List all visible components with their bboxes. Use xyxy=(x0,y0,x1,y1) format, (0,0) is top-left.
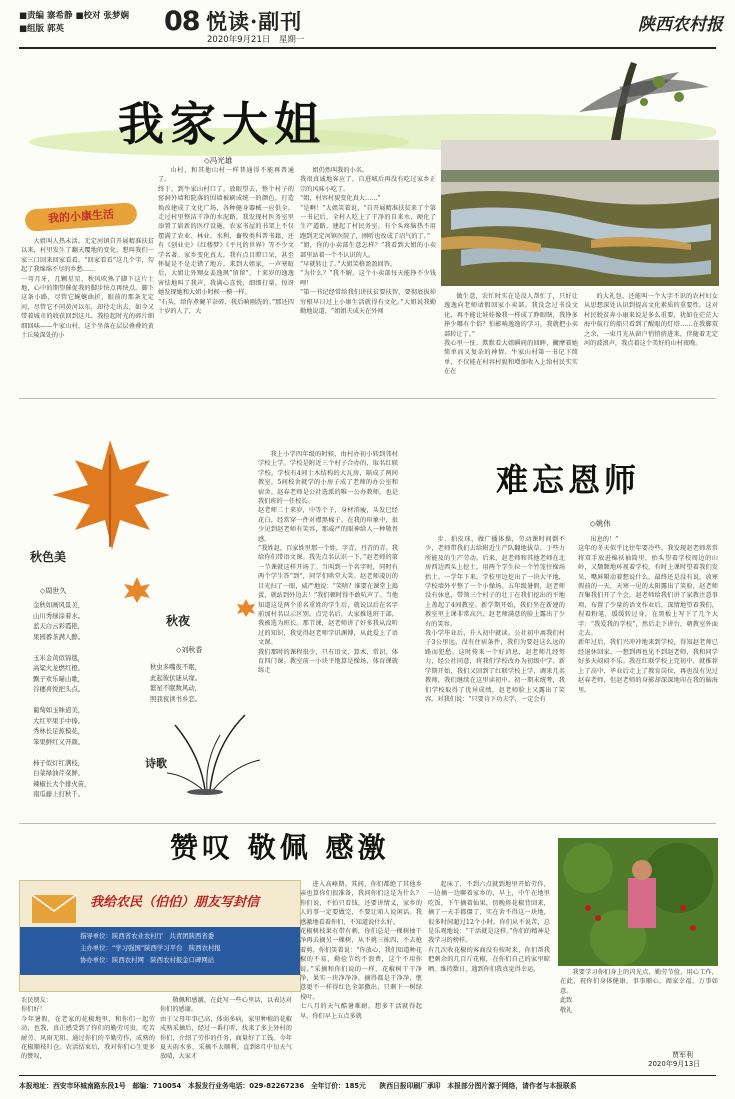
article-author: ◇冯光雄 xyxy=(204,156,233,165)
small-leaf-icon-2 xyxy=(236,598,256,618)
letter-col5: 我要学习你们身上的闪光点，勤劳节俭，用心工作，在此，祝你们身体健康，事事顺心，阖家幸福，万事如意。 此致 敬礼 xyxy=(560,969,718,1014)
tag-badge xyxy=(24,202,137,232)
poem-author-night: ◇刘秋香 xyxy=(176,646,203,654)
orchid-ink-illustration xyxy=(165,705,265,795)
article-title-unforgettable-teacher: 难忘恩师 xyxy=(496,461,641,499)
letters-section-title: 赞叹 敬佩 感激 xyxy=(170,831,390,864)
article1-col4: 做生意，农忙时实在是没人帮忙了，只好让逸逸向老师请假回家小卖部。我没念过书没文化，再不能让娃娃像我一样成了睁眼瞎，我挣多挣少哪有个俗？怕影响逸逸的学习，我就把小卖部转让了。” 我心里一怔，默默看大姐瞬间的回眸，撇摩着她简单而又复杂的神情。牛家山村第一书记卞简单，不仅能在村容村貌和增加收入上给村民实实在在 xyxy=(444,293,578,376)
tag-badge-label: 我的小康生活 xyxy=(47,207,115,226)
section-title: 悦读·副刊 xyxy=(206,9,303,34)
article1-col3: 姐仍然叫我的小名。 我很真诚地客应了，自进城后再没有吃过家乡正宗的风味小吃了。 “姐，村容村貌变化真大……” “是啊！”大姐笑着说，“自开展精准扶贫来了个第一书记后，全村人吃上了干净的自来水，硬化了生产道路，建起了村民务室，有个头疼脑热不用跑到无定河镇医院了，刚听也改成了沼气的了。” “姐，你的小卖部生意怎样？”我看到大姐的小卖部里站着一个不认识的人。 “早就转让了。”大姐笑格盈盈回答。 “为什么？”我不解，这个小卖部每天能挣不少钱哩！ “第一书记经常给我们讲扶贫要扶智，要彻底拔掉穷根早日过上小康生活就得有文化。”大姐说我勤勤地说道，“姐姐夫成天在外闯 xyxy=(300,167,436,316)
letter-signature: 贾军利 xyxy=(672,1051,693,1059)
poem-author-autumn: ◇周世久 xyxy=(40,587,67,595)
section-divider-2 xyxy=(19,823,716,824)
farmer-photo xyxy=(558,838,718,966)
envelope-icon xyxy=(30,887,80,925)
poem-text-night: 秋虫多嘴夜不眠， 此起彼伏谜从缘。 繁星不眠数风动， 照我夜读书乡恋。 xyxy=(150,663,202,703)
letter-col4: 起床了，不到六点就到地里开始劳作，一边摘一边聊着家乡的，早上，中午在地里吃饭，下午摘着仙果，傍晚将花椒背回来，摘了一天手都僵了，实在舍不得这一块地，很多时间超过12个小时。你们从不说苦，总是乐观地说：“干活就是这样。”你们的精神是我学习的榜样。 有几次收花椒的客商没有按时来，你们帮我把剩余的几百斤花椒，在你们自己的家里晾晒，维持数日，遇到你们我真觉得幸运。 xyxy=(428,881,550,973)
article-title-big-sister: 我家大姐 xyxy=(118,97,326,151)
letter-campaign-banner xyxy=(19,880,301,992)
banner-title: 我给农民（伯伯）朋友写封信 xyxy=(90,895,260,910)
poem-title-autumn-beauty: 秋色美 xyxy=(30,550,67,564)
article1-col2: 山村，和其他山村一样普通得不能再普通了。 终于，到牛家山村口了。放眼望去，整个村子的窑洞外墙和院落的围墙被刷成统一的颜色，打造焕改建成了文化广场，各种健身器械一应俱全。走过村里整洁干净的水泥路，我发现村医务室里添置了崭新的医疗设施，农家书屋的书架上不仅摆满了农业、林业、水利、畜牧类科普书籍，还有《创业史》《红楼梦》《平凡的世界》等不少文学名著。家乡变化真大，我有点目瞪口呆，甚至怀疑是不是走错了地方。来到大姐家，一声寒暄后，大姐让外甥女姜逸飒“留留”，十来岁的逸逸害怯地叫了我声，我满心喜悦，细细打量，惊讶她发现她和大姐小时候一模一样。 “石头，给你煮碗羊杂碎，我后晌刚洗的。”那还四十岁的人了，大 xyxy=(158,167,294,316)
article1-col5: 的大礼包，还能叫一个大字不识的农村妇女从思想深处认识到提高文化素质的重要性。这对村民脱贫奔小康来说是多么重要，犹如在茫茫大海中航行的船只看到了醒眼的灯塔……在我脚双之余，一束月光从窗户悄悄挤进来，伴随着无定河的波浪声，我点着这个美好的山村夜晚。 xyxy=(584,293,718,348)
wetland-landscape-photo xyxy=(441,140,719,286)
maple-leaf-illustration xyxy=(40,435,180,555)
poem-title-autumn-night: 秋夜 xyxy=(166,614,191,628)
footer-rule xyxy=(19,1075,716,1076)
poem-text-autumn: 金秋如画风景美， 山川秀绿涂着水。 蓝天白云彩霞艳， 果园番茶满人醉。 玉米金黄似锦毯， 高粱火龙燃红橙。 飘子欢乐喵山歌， 谷穗喜悦把头点。 葡萄如玉味道美， 大红苹果手中捧。 秀林长足蕉模花， 笨果鲜红又开颜。 柿子似灯红满枝， 白菜绿油芹菜鲜。 辣椒长大个排火苗， 南瓜藤上打秋千。 xyxy=(33,601,91,798)
letter-date: 2020年9月13日 xyxy=(648,1060,701,1068)
article2-col3: 出息的！” 这年的冬天似乎比往年要冷些。我发现赵老师常常将双手放进棉袄袖筒里，抬头望着学校周边的山岭，又颓颓地环视着学校，有时上课时望着我们发呆，嘴唇嗫动着想说什么，最终还是没有说。放寒假前的一天，天寒一见的太阳露出了笑脸，赵老师召集我们开了个会，赵老师给我们讲了家教注意事项，布置了少量的语文作业后，深情地望着我们，捏着粉笔，缓缓转过身，在黑板上写下了几个大字：“我爱我的学校”，然后走下讲台，朝教室外面走去。 新年过后，我们兴冲冲地来到学校，得知赵老师已经退休回家。一想到再也见不到赵老师，我和同学好多天闷闷不乐。我在红联学校上完初中，就推荐上了高中，毕业后走上了教育岗位，再也没有见过赵春老师，但赵老师的身影却深深地印在我的脑海里。 xyxy=(578,536,718,694)
article2-author: ◇姚伟 xyxy=(590,519,611,528)
article2-col1: 我上小学四年级的时候，由村办初小转到邻村学校上学。学校是附近三个村子合办的，取名红联学校。学校有4间土木结构的大瓦房，隔成了两间教室，5间校舍就学的小房子成了老师的办公室和宿舍。赵春老师是公社选派的唯一公办教师，也是我们班的一任校长。 赵老师二十来岁，中等个子，身材消瘦，头发已经花白，经常穿一件对襟黑棉子。在我的印象中，很少见到赵老师有笑容，那威严的眼神给人一种敬畏感。 “我姓赵，百家姓里那一个姓，字青，丹青的青。我给你们带语文课。我先点名认识一下，”赵老师的第一节课就这样开场了。当叫到一个名字时，同时有两个学生答“到”，同学们哄堂大笑。赵老师凌厉的目光扫了一眼，威严地说：“笑啥？谁要在课堂上捣蛋，就站到外边去！”我们顿时得不敢吭声了。当他知道这是两个重名重姓的学生后，就说以后在名字前加村名以示区别。点完名后，大家推选班干部，我被选为班长。那节课，赵老师讲了好多我从没听过的知识，我觉得赵老师学识渊博，从此爱上了语文课。 我们那时的课程很少，只有语文、算术、常识、体育四门课。教室前一小块平地算是操场，体育课就练走 xyxy=(258,451,398,675)
article1-col1: 大姐叫人热未活，无定河镇自开展精准扶贫以来，村里发生了翻天覆地的变化，想叫我们一家三口回来回家看看。“回家看看”这几个字，勾起了我绵绵不尽的乡愁…… 一弯月牙，几颗星星，秋风吹熟了脚下这片土地，心中的期望催促我的脚步快点再快点。脚下这条小路，尽管它蜿蜒曲折，眼前的那条无定河，尽管它不同黄河以东，却待走出去，如今又带着城市的收获回到这儿。我捡起时光的碎片细细回味——牛家山村，这个坐落在层层叠叠的黄土丘陵深处的小 xyxy=(21,238,154,340)
page-number: 08 xyxy=(164,6,200,37)
footer-info: 本报地址：西安市环城南路东段1号 邮编：710054 本报发行业务电话：029-82267236 全年订价：185元 陕西日报印刷厂承印 本报部分图片源于网络，请作者与本报联系 xyxy=(19,1082,577,1090)
article2-col2: 步、拍皮球、做广播体操，劳动课时间倒不少，老师带我们去给附近生产队翻地拔草，于些力所能及的生产劳动。后来，赵老师和其他老师在北房西边西头上挖土，用两个学生拉一个竹笼往操场抬土。一学年下来，学校里边挖出了一块大平地，学校墙外平整了一个小操场。五年级暑假，赵老师没有休息，带领三个村子的壮丁在我们挖出的平地上盖起了4间教室。新学期开始，我们坐在新建的教室里上课非常高兴，赵老师满意的脸上露出了少有的笑容。 我小学毕业后，升入初中就读。公社初中离我们村子3公里远，没有住宿条件，我们为要赶这么远的路而犯愁。这时传来一个好消息，赵老师几经努力，经公社同意，将我们学校改办为初级中学。新学期开始，我们又回到了红联学校上学，调来几名教师，我们继续在这里读初中。初一期末统考，我们学校取得了优异成绩，赵老师脸上又露出了笑容。对我们说：“只要肯下功夫学，一定会有 xyxy=(425,536,565,703)
credits-line-2: ■组版 郭英 xyxy=(19,24,64,34)
issue-date: 2020年9月21日 星期一 xyxy=(207,35,305,45)
letter-col3: 进入高峰期。其间，你们都绝了其他乡亲也算你们很准备，我问你们这是为什么？你们说，不怕只看钱，还要讲情义，家乡的人的事一定要做完，不要让咱人说闲话。我感激地看着你们，不知道说什么好。 花椒树枝果有带有刺，你们总是一棵树抽干净再去摘另一棵树，从不挑三拣四，不去抢着剪。你们笑着说：“你放心，我们知道种花椒的不易，勤俭节约不浪费，这个不用你说。”采摘和你们说的一样，花椒树干干净净，果实一块净净净，摘得都是干净净，惬意更不一样得红色全部撒出，只剩下一树绿枝叶。 七八月的天气酷暑难耐，想多干活就得起早，你们早上五点多就 xyxy=(300,881,422,1020)
banner-sponsor-1: 指导单位：陕西省农业农村厅 共青团陕西省委 xyxy=(80,932,215,940)
credits-line-1: ■责编 寨希静 ■校对 张梦娴 xyxy=(19,11,129,21)
letter-col2: 敬佩和感激，在此写一些心里话，以表达对你们的感谢。 由于父母年事已高，体弱多病，家里种植的花椒成熟采摘后，经过一番打听，找来了多上外村的你们，介绍了劳作的任务，商量好了工钱。今年夏天雨水多，采摘不太顺利，直到8月中旬天气放晴，大家才 xyxy=(160,997,292,1061)
poems-label: 诗歌 xyxy=(145,757,167,770)
letter-col1: 农民朋友： 你们好！ 今年暑假，在老家的花椒地里，和你们一起劳动，也我，真正感受到了你们的勤劳可贵，吃苦耐劳、风雨无阻、通过你们的辛勤劳作，成熟的花椒顺枝归仓。农活结束后，我对你们心生更多的赞叹， xyxy=(21,997,155,1061)
banner-sponsor-3: 协办单位：陕西农村网 陕西农村报金口碑网站 xyxy=(80,956,215,964)
masthead-logo: 陕西农村报 xyxy=(638,15,723,35)
header-rule xyxy=(19,47,716,49)
section-divider xyxy=(19,398,716,399)
banner-sponsor-2: 主办单位：“学习强国”陕西学习平台 陕西农村报 xyxy=(80,944,221,952)
